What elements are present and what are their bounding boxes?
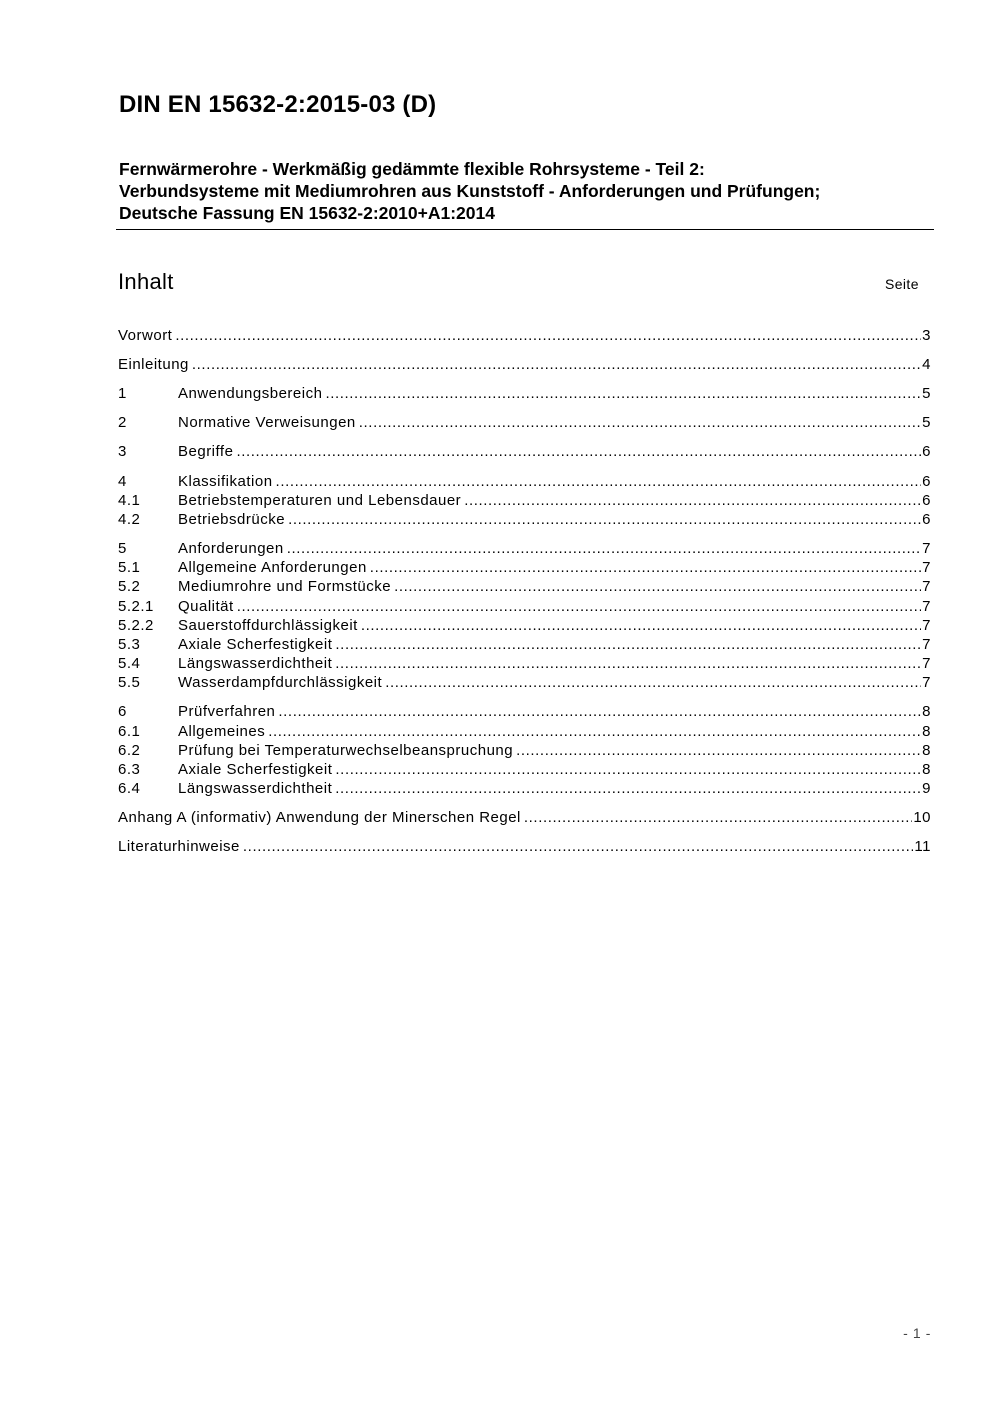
toc-entry-title: Mediumrohre und Formstücke xyxy=(178,578,392,595)
toc-dot-leader xyxy=(175,326,921,345)
toc-entry-page: 4 xyxy=(922,356,931,373)
toc-entry-number: 6.3 xyxy=(118,761,141,778)
toc-dot-leader xyxy=(287,539,921,558)
toc-entry[interactable] xyxy=(118,384,931,403)
toc-entry-number: 6.2 xyxy=(118,742,141,759)
toc-entry[interactable] xyxy=(118,472,931,491)
toc-dot-leader xyxy=(288,510,921,529)
toc-entry-title: Literaturhinweise xyxy=(118,838,240,855)
toc-dot-leader xyxy=(237,597,921,616)
toc-dot-leader xyxy=(524,808,912,827)
toc-entry[interactable] xyxy=(118,837,931,856)
toc-entry-number: 4.2 xyxy=(118,511,141,528)
toc-entry-page: 10 xyxy=(913,809,931,826)
toc-entry-page: 7 xyxy=(922,540,931,557)
toc-dot-leader xyxy=(236,442,921,461)
toc-entry-number: 4 xyxy=(118,473,127,490)
toc-entry-page: 7 xyxy=(922,578,931,595)
toc-entry-page: 8 xyxy=(922,742,931,759)
toc-dot-leader xyxy=(359,413,921,432)
toc-entry[interactable] xyxy=(118,413,931,432)
toc-entry-number: 4.1 xyxy=(118,492,141,509)
toc-entry[interactable] xyxy=(118,673,931,692)
toc-entry[interactable] xyxy=(118,616,931,635)
toc-dot-leader xyxy=(335,760,921,779)
toc-entry-title: Prüfung bei Temperaturwechselbeanspruchung xyxy=(178,742,514,759)
toc-entry-page: 3 xyxy=(922,327,931,344)
toc-entry-number: 5.5 xyxy=(118,674,141,691)
title-divider xyxy=(116,229,934,230)
toc-entry[interactable] xyxy=(118,760,931,779)
toc-entry-number: 6.4 xyxy=(118,780,141,797)
toc-entry[interactable] xyxy=(118,808,931,827)
document-subtitle xyxy=(119,158,934,224)
toc-entry-title: Axiale Scherfestigkeit xyxy=(178,761,333,778)
toc-entry-page: 5 xyxy=(922,385,931,402)
toc-entry-page: 7 xyxy=(922,655,931,672)
toc-dot-leader xyxy=(335,654,921,673)
toc-entry[interactable] xyxy=(118,577,931,596)
toc-entry[interactable] xyxy=(118,654,931,673)
toc-entry-page: 9 xyxy=(922,780,931,797)
subtitle-line-1: Fernwärmerohre - Werkmäßig gedämmte flexible Rohrsysteme - Teil 2: xyxy=(119,159,705,179)
toc-entry[interactable] xyxy=(118,722,931,741)
toc-entry[interactable] xyxy=(118,442,931,461)
toc-entry-number: 5.2.2 xyxy=(118,617,154,634)
toc-entry-number: 5 xyxy=(118,540,127,557)
page-number: - 1 - xyxy=(903,1325,931,1341)
toc-dot-leader xyxy=(278,702,921,721)
toc-entry[interactable] xyxy=(118,491,931,510)
toc-entry-page: 7 xyxy=(922,617,931,634)
toc-dot-leader xyxy=(516,741,921,760)
toc-dot-leader xyxy=(361,616,921,635)
toc-entry-page: 7 xyxy=(922,559,931,576)
toc-dot-leader xyxy=(243,837,914,856)
toc-entry[interactable] xyxy=(118,635,931,654)
subtitle-line-3: Deutsche Fassung EN 15632-2:2010+A1:2014 xyxy=(119,203,495,223)
toc-entry-number: 5.4 xyxy=(118,655,141,672)
toc-entry-title: Normative Verweisungen xyxy=(178,414,356,431)
toc-dot-leader xyxy=(370,558,921,577)
toc-entry-page: 7 xyxy=(922,598,931,615)
toc-entry[interactable] xyxy=(118,779,931,798)
toc-entry-title: Sauerstoffdurchlässigkeit xyxy=(178,617,358,634)
toc-entry-page: 7 xyxy=(922,674,931,691)
toc-entry-title: Klassifikation xyxy=(178,473,273,490)
toc-entry-page: 7 xyxy=(922,636,931,653)
toc-entry-title: Längswasserdichtheit xyxy=(178,780,333,797)
toc-entry-page: 6 xyxy=(922,473,931,490)
toc-entry[interactable] xyxy=(118,597,931,616)
toc-entry[interactable] xyxy=(118,326,931,345)
toc-dot-leader xyxy=(464,491,921,510)
toc-entry-title: Einleitung xyxy=(118,356,189,373)
toc-entry-number: 1 xyxy=(118,385,127,402)
toc-dot-leader xyxy=(335,635,921,654)
toc-dot-leader xyxy=(385,673,921,692)
toc-entry-title: Allgemeines xyxy=(178,723,266,740)
toc-entry-title: Begriffe xyxy=(178,443,234,460)
toc-entry-title: Betriebstemperaturen und Lebensdauer xyxy=(178,492,462,509)
document-title: DIN EN 15632-2:2015-03 (D) xyxy=(119,91,437,118)
toc-entry[interactable] xyxy=(118,355,931,374)
toc-page-column-label: Seite xyxy=(885,276,919,292)
toc-entry-title: Anwendungsbereich xyxy=(178,385,323,402)
toc-entry-title: Qualität xyxy=(178,598,234,615)
toc-entry-number: 6.1 xyxy=(118,723,141,740)
toc-entry-number: 2 xyxy=(118,414,127,431)
toc-entry-title: Anforderungen xyxy=(178,540,284,557)
subtitle-line-2: Verbundsysteme mit Mediumrohren aus Kunststoff - Anforderungen und Prüfungen; xyxy=(119,181,821,201)
toc-entry-title: Axiale Scherfestigkeit xyxy=(178,636,333,653)
toc-entry-number: 5.1 xyxy=(118,559,141,576)
toc-entry-title: Längswasserdichtheit xyxy=(178,655,333,672)
toc-entry[interactable] xyxy=(118,558,931,577)
toc-entry-page: 8 xyxy=(922,703,931,720)
toc-dot-leader xyxy=(276,472,922,491)
toc-entry[interactable] xyxy=(118,539,931,558)
toc-entry-title: Wasserdampfdurchlässigkeit xyxy=(178,674,383,691)
toc-dot-leader xyxy=(335,779,921,798)
toc-entry-title: Vorwort xyxy=(118,327,173,344)
toc-heading: Inhalt xyxy=(118,269,174,294)
toc-entry-number: 6 xyxy=(118,703,127,720)
toc-dot-leader xyxy=(192,355,921,374)
toc-dot-leader xyxy=(394,577,921,596)
toc-entry-number: 3 xyxy=(118,443,127,460)
toc-entry-title: Anhang A (informativ) Anwendung der Minerschen Regel xyxy=(118,809,521,826)
toc-dot-leader xyxy=(268,722,921,741)
toc-entry-page: 5 xyxy=(922,414,931,431)
toc-entry-page: 6 xyxy=(922,511,931,528)
toc-entry-title: Prüfverfahren xyxy=(178,703,276,720)
toc-entry-page: 6 xyxy=(922,443,931,460)
toc-entry[interactable] xyxy=(118,702,931,721)
toc-entry-number: 5.2.1 xyxy=(118,598,154,615)
toc-entry-page: 8 xyxy=(922,761,931,778)
toc-entry[interactable] xyxy=(118,510,931,529)
toc-entry[interactable] xyxy=(118,741,931,760)
toc-entry-number: 5.3 xyxy=(118,636,141,653)
toc-entry-page: 6 xyxy=(922,492,931,509)
toc-dot-leader xyxy=(325,384,921,403)
toc-entry-title: Betriebsdrücke xyxy=(178,511,286,528)
toc-entry-number: 5.2 xyxy=(118,578,141,595)
toc-entry-page: 8 xyxy=(922,723,931,740)
toc-entry-title: Allgemeine Anforderungen xyxy=(178,559,367,576)
toc-entry-page: 11 xyxy=(914,838,931,855)
